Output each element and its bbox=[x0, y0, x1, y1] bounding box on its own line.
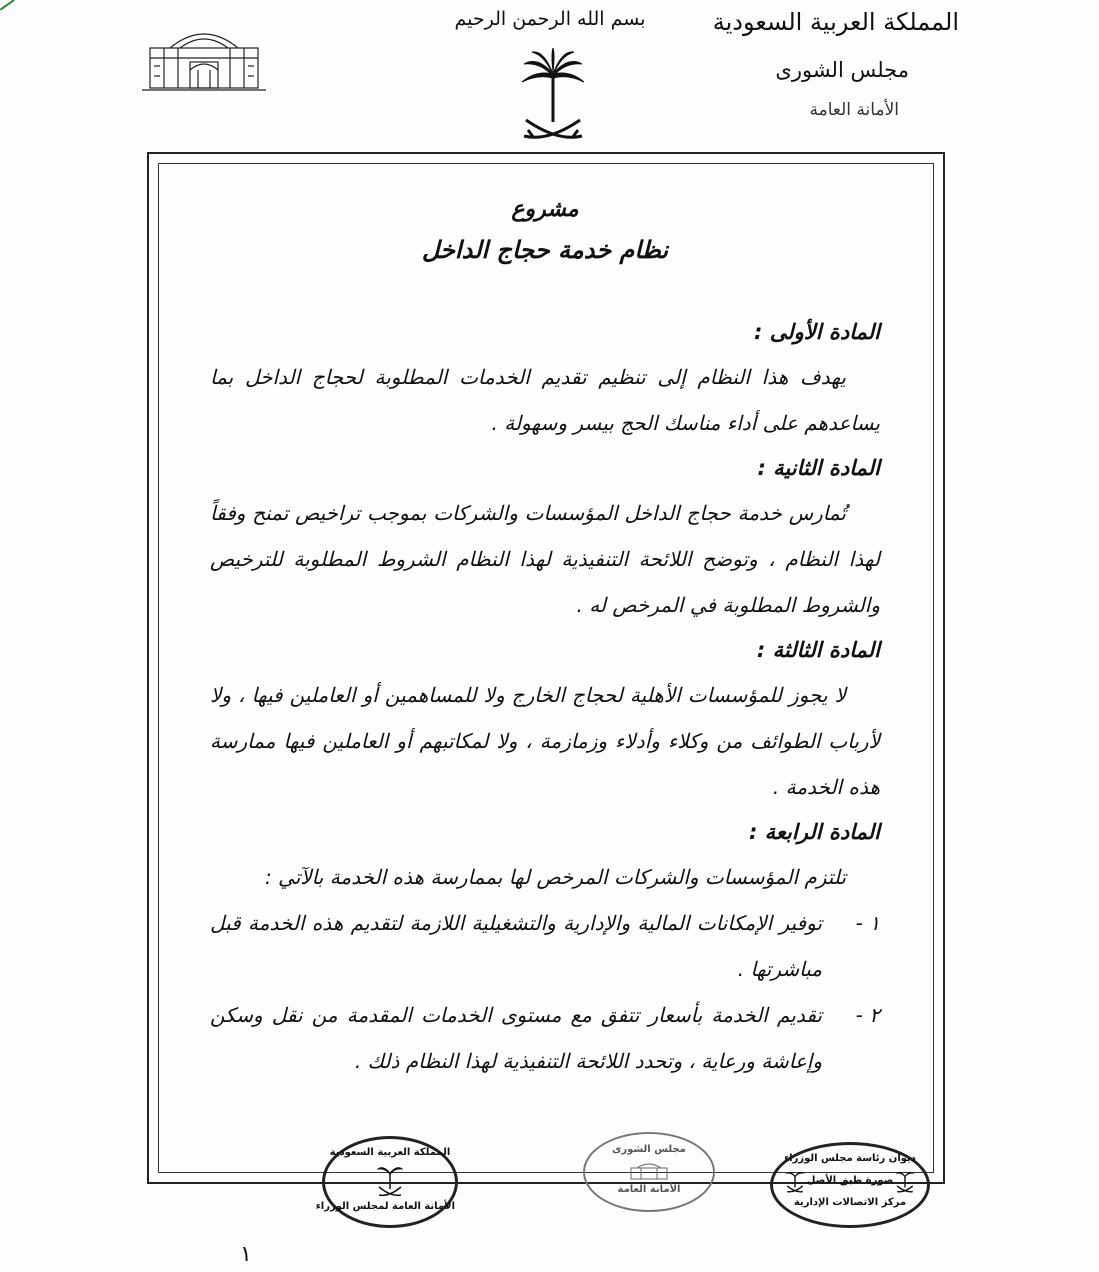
item-text: تقديم الخدمة بأسعار تتفق مع مستوى الخدمات المقدمة من نقل وسكن وإعاشة ورعاية ، وتحدد اللائحة التنفيذية لهذا النظام ذلك . bbox=[210, 1003, 823, 1073]
article-2-text: تُمارس خدمة حجاج الداخل المؤسسات والشركات بموجب تراخيص تمنح وفقاً لهذا النظام ، وتوضح اللائحة التنفيذية لهذا النظام الشروط المطلوبة للترخيص والشروط المطلوبة في المرخص له . bbox=[210, 501, 880, 617]
palm-swords-emblem-icon bbox=[518, 48, 588, 144]
article-2-title: المادة الثانية : bbox=[757, 456, 880, 480]
stamp-text: مجلس الشورى bbox=[612, 1144, 686, 1155]
article-4-text: تلتزم المؤسسات والشركات المرخص لها بممارسة هذه الخدمة بالآتي : bbox=[264, 865, 846, 889]
document-body bbox=[210, 190, 880, 1084]
palm-swords-icon bbox=[377, 1163, 403, 1197]
item-number: ٢ - bbox=[855, 1003, 880, 1027]
stamp-text: ديوان رئاسة مجلس الوزراء bbox=[784, 1153, 916, 1164]
document-title: نظام خدمة حجاج الداخل bbox=[421, 236, 669, 264]
page-number: ١ bbox=[240, 1242, 252, 1267]
item-number: ١ - bbox=[855, 911, 880, 935]
palm-swords-icon bbox=[785, 1169, 805, 1193]
document-heading: مشروع bbox=[511, 197, 579, 222]
article-1-text: يهدف هذا النظام إلى تنظيم تقديم الخدمات المطلوبة لحجاج الداخل بما يساعدهم على أداء مناسك الحج بيسر وسهولة . bbox=[210, 365, 880, 435]
stamp-text: الأمانة العامة bbox=[617, 1184, 681, 1195]
item-text: توفير الإمكانات المالية والإدارية والتشغيلية اللازمة لتقديم هذه الخدمة قبل مباشرتها . bbox=[210, 911, 822, 981]
palm-swords-icon bbox=[895, 1169, 915, 1193]
article-3-title: المادة الثالثة : bbox=[756, 638, 880, 662]
shura-building-icon bbox=[629, 1160, 669, 1180]
stamp-cabinet-secretariat bbox=[315, 1136, 458, 1228]
basmala: بسم الله الرحمن الرحيم bbox=[454, 8, 646, 30]
stamp-text: المملكة العربية السعودية bbox=[329, 1147, 451, 1158]
council-name: مجلس الشورى bbox=[775, 58, 909, 82]
article-4-item-1 bbox=[210, 900, 880, 992]
article-3-text: لا يجوز للمؤسسات الأهلية لحجاج الخارج ولا للمساهمين أو العاملين فيها ، ولا لأرباب الطوائف من وكلاء وأدلاء وزمازمة ، ولا لمكاتبهم أو العاملين فيها ممارسة هذه الخدمة . bbox=[210, 683, 880, 799]
kingdom-name: المملكة العربية السعودية bbox=[712, 8, 959, 36]
shura-building-logo bbox=[140, 18, 268, 94]
article-4-title: المادة الرابعة : bbox=[748, 820, 880, 844]
corner-mark bbox=[0, 0, 20, 10]
stamp-cabinet-presidency bbox=[770, 1142, 930, 1228]
article-4-item-2 bbox=[210, 992, 880, 1084]
secretariat-name: الأمانة العامة bbox=[809, 100, 899, 120]
stamp-shura-council bbox=[583, 1132, 715, 1212]
stamp-text: الأمانة العامة لمجلس الوزراء bbox=[315, 1201, 455, 1212]
stamp-text: صورة طبق الأصل bbox=[806, 1175, 894, 1186]
article-1-title: المادة الأولى : bbox=[754, 320, 880, 344]
stamp-text: مركز الاتصالات الإدارية bbox=[793, 1197, 907, 1208]
